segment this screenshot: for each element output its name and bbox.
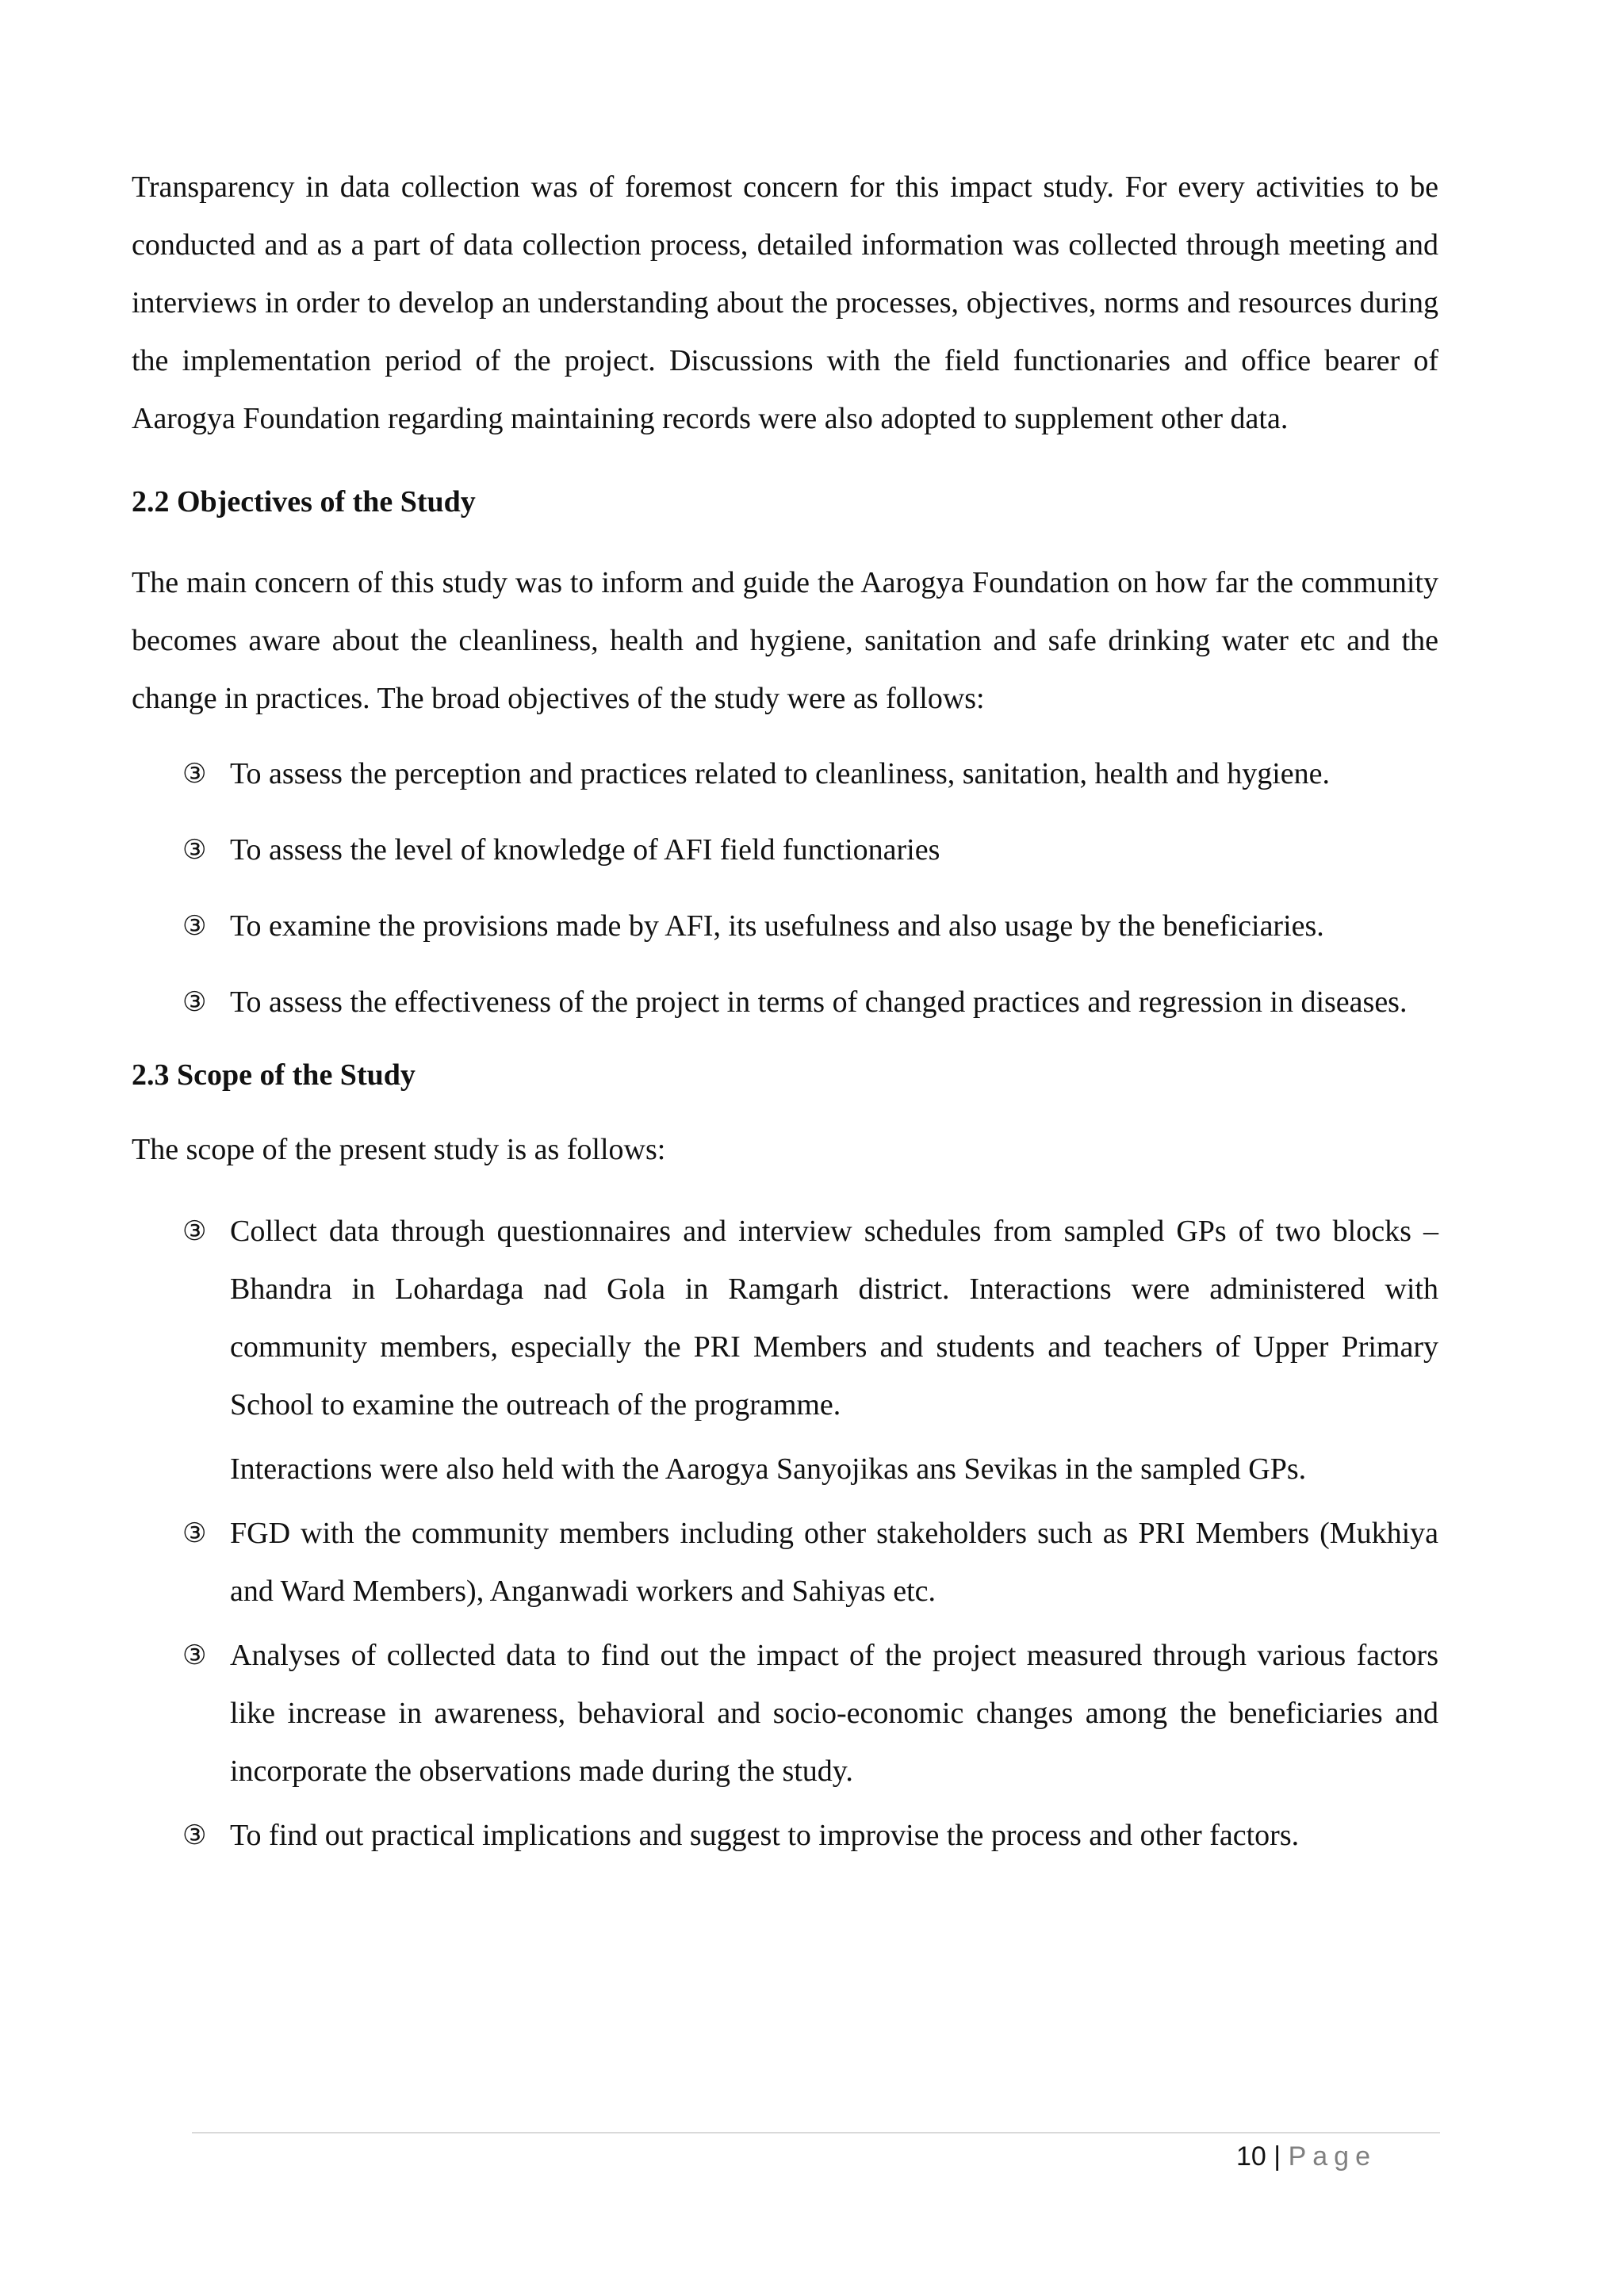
circled-three-bullet-icon: ③ [182,758,207,790]
list-item [182,1807,1438,1865]
circled-three-bullet-icon: ③ [182,910,207,942]
page-footer [1236,2139,1377,2174]
list-item [182,904,1438,948]
page-number: 10 [1236,2141,1266,2172]
list-item [182,1203,1438,1434]
list-item [182,828,1438,872]
circled-three-bullet-icon: ③ [182,986,207,1018]
list-item [182,1627,1438,1800]
circled-three-bullet-icon: ③ [182,834,207,866]
objectives-paragraph: The main concern of this study was to inform and guide the Aarogya Foundation on how far the community becomes aware about the cleanliness, health and hygiene, sanitation and safe drinking water etc and the change in practices. The broad objectives of the study were as follows: [132,566,1438,715]
circled-three-bullet-icon: ③ [182,1517,207,1549]
list-item-text: Analyses of collected data to find out the impact of the project measured through various factors like increase in awareness, behavioral and socio-economic changes among the beneficiaries and incorporate the observations made during the study. [230,1639,1438,1788]
footer-separator: | [1274,2141,1281,2172]
circled-three-bullet-icon: ③ [182,1215,207,1247]
section-heading-objectives: 2.2 Objectives of the Study [132,485,476,519]
list-item-text: Collect data through questionnaires and interview schedules from sampled GPs of two blocks – Bhandra in Lohardaga nad Gola in Ramgarh district. Interactions were administered with community members, especially the PRI Members and students and teachers of Upper Primary School to examine the outreach of the programme. [230,1215,1438,1422]
objectives-list [132,752,1438,1024]
page-content [132,159,1438,1871]
list-item-text: To assess the effectiveness of the project in terms of changed practices and regression in diseases. [230,985,1408,1019]
scope-paragraph: The scope of the present study is as follows: [132,1133,666,1166]
list-item [182,1505,1438,1621]
list-item-text: FGD with the community members including other stakeholders such as PRI Members (Mukhiya and Ward Members), Anganwadi workers and Sahiyas etc. [230,1517,1438,1608]
section-heading-scope: 2.3 Scope of the Study [132,1058,416,1092]
circled-three-bullet-icon: ③ [182,1640,207,1671]
footer-divider [192,2132,1440,2133]
list-item [182,752,1438,796]
list-item-text: To examine the provisions made by AFI, its usefulness and also usage by the beneficiaries. [230,909,1324,943]
list-item-text: To assess the level of knowledge of AFI field functionaries [230,833,940,867]
list-item-subtext: Interactions were also held with the Aarogya Sanyojikas ans Sevikas in the sampled GPs. [230,1452,1307,1486]
list-item-text: To assess the perception and practices related to cleanliness, sanitation, health and hygiene. [230,757,1331,790]
scope-list [132,1203,1438,1865]
list-item-text: To find out practical implications and suggest to improvise the process and other factors. [230,1819,1300,1852]
page-label: Page [1288,2141,1377,2172]
intro-paragraph: Transparency in data collection was of foremost concern for this impact study. For every activities to be conducted and as a part of data collection process, detailed information was collected through meeting and interviews in order to develop an understanding about the processes, objectives, norms and resources during the implementation period of the project. Discussions with the field functionaries and office bearer of Aarogya Foundation regarding maintaining records were also adopted to supplement other data. [132,170,1438,435]
list-item [182,980,1438,1024]
circled-three-bullet-icon: ③ [182,1820,207,1851]
